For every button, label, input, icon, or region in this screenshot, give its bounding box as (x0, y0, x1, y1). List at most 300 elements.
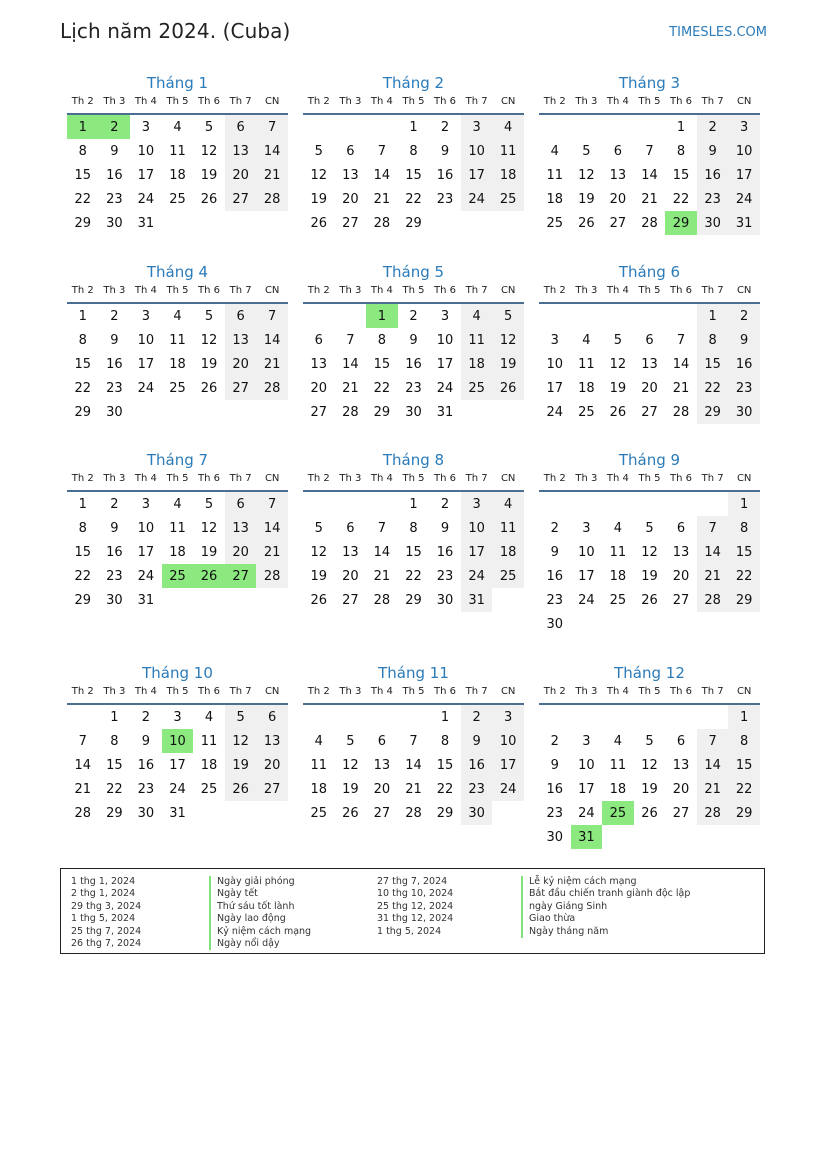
day-cell[interactable]: 10 (578, 544, 595, 560)
day-cell[interactable]: 17 (546, 380, 564, 396)
day-cell[interactable]: 3 (461, 491, 493, 516)
day-cell[interactable]: 27 (641, 404, 658, 420)
day-cell[interactable]: 13 (342, 544, 359, 560)
day-cell[interactable]: 15 (405, 544, 422, 560)
day-cell[interactable]: 16 (461, 753, 493, 777)
day-cell[interactable]: 12 (225, 729, 257, 753)
day-cell[interactable]: 12 (310, 167, 328, 183)
day-cell[interactable]: 20 (672, 781, 690, 797)
holiday-day-cell[interactable]: 25 (162, 564, 194, 588)
day-cell[interactable]: 20 (225, 540, 257, 564)
day-cell[interactable]: 22 (74, 568, 92, 584)
day-cell[interactable]: 22 (728, 564, 760, 588)
day-cell[interactable]: 26 (492, 376, 524, 400)
day-cell[interactable]: 23 (461, 777, 493, 801)
day-cell[interactable]: 7 (676, 332, 686, 348)
day-cell[interactable]: 6 (613, 143, 623, 159)
day-cell[interactable]: 21 (641, 191, 658, 207)
day-cell[interactable]: 18 (546, 191, 564, 207)
day-cell[interactable]: 19 (310, 568, 328, 584)
day-cell[interactable]: 27 (373, 805, 391, 821)
day-cell[interactable]: 2 (550, 520, 559, 536)
day-cell[interactable]: 24 (461, 187, 493, 211)
holiday-day-cell[interactable]: 10 (162, 729, 194, 753)
day-cell[interactable]: 26 (578, 215, 595, 231)
day-cell[interactable]: 9 (141, 733, 151, 749)
day-cell[interactable]: 8 (728, 729, 760, 753)
day-cell[interactable]: 15 (74, 167, 92, 183)
day-cell[interactable]: 18 (169, 544, 186, 560)
day-cell[interactable]: 6 (346, 143, 355, 159)
day-cell[interactable]: 16 (106, 167, 123, 183)
day-cell[interactable]: 30 (106, 215, 123, 231)
day-cell[interactable]: 25 (200, 781, 218, 797)
day-cell[interactable]: 23 (106, 191, 123, 207)
day-cell[interactable]: 22 (106, 781, 123, 797)
day-cell[interactable]: 5 (225, 704, 257, 729)
day-cell[interactable]: 10 (546, 356, 564, 372)
day-cell[interactable]: 27 (342, 215, 359, 231)
holiday-day-cell[interactable]: 1 (67, 114, 99, 139)
day-cell[interactable]: 10 (492, 729, 524, 753)
day-cell[interactable]: 29 (436, 805, 454, 821)
day-cell[interactable]: 3 (141, 119, 151, 135)
day-cell[interactable]: 26 (310, 215, 328, 231)
day-cell[interactable]: 11 (546, 167, 564, 183)
day-cell[interactable]: 18 (169, 356, 186, 372)
day-cell[interactable]: 15 (405, 167, 422, 183)
day-cell[interactable]: 21 (672, 380, 690, 396)
day-cell[interactable]: 24 (137, 380, 155, 396)
day-cell[interactable]: 8 (409, 520, 418, 536)
day-cell[interactable]: 22 (728, 777, 760, 801)
day-cell[interactable]: 25 (169, 380, 186, 396)
day-cell[interactable]: 7 (645, 143, 654, 159)
day-cell[interactable]: 9 (728, 328, 760, 352)
day-cell[interactable]: 7 (697, 516, 729, 540)
day-cell[interactable]: 22 (373, 380, 391, 396)
day-cell[interactable]: 7 (256, 491, 288, 516)
day-cell[interactable]: 19 (578, 191, 595, 207)
day-cell[interactable]: 19 (225, 753, 257, 777)
day-cell[interactable]: 22 (697, 376, 729, 400)
day-cell[interactable]: 12 (492, 328, 524, 352)
day-cell[interactable]: 11 (578, 356, 595, 372)
holiday-day-cell[interactable]: 25 (602, 801, 634, 825)
day-cell[interactable]: 17 (137, 356, 155, 372)
day-cell[interactable]: 6 (676, 520, 686, 536)
day-cell[interactable]: 5 (314, 520, 323, 536)
day-cell[interactable]: 29 (405, 215, 422, 231)
day-cell[interactable]: 17 (137, 544, 155, 560)
day-cell[interactable]: 5 (346, 733, 355, 749)
day-cell[interactable]: 29 (373, 404, 391, 420)
day-cell[interactable]: 18 (578, 380, 595, 396)
day-cell[interactable]: 7 (256, 114, 288, 139)
day-cell[interactable]: 13 (342, 167, 359, 183)
day-cell[interactable]: 13 (256, 729, 288, 753)
day-cell[interactable]: 4 (492, 491, 524, 516)
day-cell[interactable]: 23 (728, 376, 760, 400)
day-cell[interactable]: 1 (728, 491, 760, 516)
day-cell[interactable]: 10 (578, 757, 595, 773)
day-cell[interactable]: 22 (405, 568, 422, 584)
day-cell[interactable]: 13 (672, 757, 690, 773)
day-cell[interactable]: 26 (342, 805, 359, 821)
day-cell[interactable]: 5 (204, 119, 214, 135)
day-cell[interactable]: 30 (697, 211, 729, 235)
day-cell[interactable]: 17 (137, 167, 155, 183)
day-cell[interactable]: 20 (373, 781, 391, 797)
day-cell[interactable]: 29 (74, 215, 92, 231)
day-cell[interactable]: 18 (492, 540, 524, 564)
day-cell[interactable]: 7 (256, 303, 288, 328)
day-cell[interactable]: 14 (256, 328, 288, 352)
day-cell[interactable]: 29 (74, 592, 92, 608)
day-cell[interactable]: 28 (697, 588, 729, 612)
day-cell[interactable]: 13 (672, 544, 690, 560)
day-cell[interactable]: 4 (173, 308, 182, 324)
day-cell[interactable]: 23 (405, 380, 422, 396)
day-cell[interactable]: 5 (204, 308, 214, 324)
day-cell[interactable]: 23 (697, 187, 729, 211)
day-cell[interactable]: 22 (436, 781, 454, 797)
day-cell[interactable]: 31 (137, 215, 155, 231)
day-cell[interactable]: 6 (377, 733, 387, 749)
day-cell[interactable]: 25 (578, 404, 595, 420)
day-cell[interactable]: 30 (137, 805, 155, 821)
day-cell[interactable]: 14 (672, 356, 690, 372)
day-cell[interactable]: 25 (310, 805, 328, 821)
day-cell[interactable]: 4 (173, 496, 182, 512)
day-cell[interactable]: 16 (106, 356, 123, 372)
holiday-day-cell[interactable]: 31 (571, 825, 603, 849)
day-cell[interactable]: 1 (409, 496, 418, 512)
day-cell[interactable]: 13 (225, 516, 257, 540)
day-cell[interactable]: 1 (676, 119, 686, 135)
day-cell[interactable]: 25 (461, 376, 493, 400)
day-cell[interactable]: 20 (342, 568, 359, 584)
day-cell[interactable]: 27 (256, 777, 288, 801)
day-cell[interactable]: 28 (373, 592, 391, 608)
day-cell[interactable]: 18 (169, 167, 186, 183)
day-cell[interactable]: 18 (200, 757, 218, 773)
day-cell[interactable]: 7 (697, 729, 729, 753)
day-cell[interactable]: 10 (137, 332, 155, 348)
day-cell[interactable]: 15 (697, 352, 729, 376)
day-cell[interactable]: 29 (74, 404, 92, 420)
day-cell[interactable]: 30 (405, 404, 422, 420)
day-cell[interactable]: 11 (609, 757, 627, 773)
day-cell[interactable]: 17 (492, 753, 524, 777)
day-cell[interactable]: 6 (225, 303, 257, 328)
day-cell[interactable]: 14 (342, 356, 359, 372)
day-cell[interactable]: 2 (409, 308, 418, 324)
day-cell[interactable]: 7 (346, 332, 355, 348)
day-cell[interactable]: 15 (74, 544, 92, 560)
day-cell[interactable]: 25 (169, 191, 186, 207)
day-cell[interactable]: 9 (110, 332, 119, 348)
day-cell[interactable]: 29 (106, 805, 123, 821)
day-cell[interactable]: 24 (728, 187, 760, 211)
day-cell[interactable]: 17 (461, 540, 493, 564)
day-cell[interactable]: 18 (609, 568, 627, 584)
day-cell[interactable]: 14 (74, 757, 92, 773)
day-cell[interactable]: 17 (461, 163, 493, 187)
day-cell[interactable]: 9 (461, 729, 493, 753)
day-cell[interactable]: 27 (342, 592, 359, 608)
day-cell[interactable]: 8 (78, 520, 87, 536)
holiday-day-cell[interactable]: 2 (99, 114, 131, 139)
day-cell[interactable]: 4 (613, 733, 623, 749)
day-cell[interactable]: 10 (137, 143, 155, 159)
day-cell[interactable]: 2 (141, 709, 151, 725)
day-cell[interactable]: 26 (200, 191, 218, 207)
day-cell[interactable]: 8 (78, 143, 87, 159)
day-cell[interactable]: 1 (409, 119, 418, 135)
day-cell[interactable]: 23 (106, 380, 123, 396)
day-cell[interactable]: 22 (405, 191, 422, 207)
day-cell[interactable]: 24 (578, 592, 595, 608)
day-cell[interactable]: 26 (225, 777, 257, 801)
day-cell[interactable]: 1 (728, 704, 760, 729)
day-cell[interactable]: 3 (141, 496, 151, 512)
day-cell[interactable]: 30 (728, 400, 760, 424)
day-cell[interactable]: 21 (697, 564, 729, 588)
day-cell[interactable]: 6 (225, 114, 257, 139)
day-cell[interactable]: 18 (609, 781, 627, 797)
day-cell[interactable]: 20 (225, 163, 257, 187)
day-cell[interactable]: 24 (169, 781, 186, 797)
day-cell[interactable]: 8 (440, 733, 450, 749)
day-cell[interactable]: 4 (550, 143, 559, 159)
day-cell[interactable]: 21 (256, 540, 288, 564)
day-cell[interactable]: 27 (609, 215, 627, 231)
day-cell[interactable]: 30 (461, 801, 493, 825)
day-cell[interactable]: 23 (106, 568, 123, 584)
day-cell[interactable]: 11 (310, 757, 328, 773)
day-cell[interactable]: 17 (169, 757, 186, 773)
day-cell[interactable]: 20 (225, 352, 257, 376)
day-cell[interactable]: 26 (641, 592, 658, 608)
day-cell[interactable]: 5 (492, 303, 524, 328)
day-cell[interactable]: 14 (697, 540, 729, 564)
day-cell[interactable]: 28 (697, 801, 729, 825)
day-cell[interactable]: 21 (697, 777, 729, 801)
day-cell[interactable]: 19 (342, 781, 359, 797)
day-cell[interactable]: 3 (582, 520, 591, 536)
day-cell[interactable]: 11 (492, 139, 524, 163)
day-cell[interactable]: 10 (461, 516, 493, 540)
day-cell[interactable]: 10 (137, 520, 155, 536)
day-cell[interactable]: 12 (641, 757, 658, 773)
day-cell[interactable]: 12 (200, 520, 218, 536)
day-cell[interactable]: 3 (173, 709, 182, 725)
day-cell[interactable]: 24 (492, 777, 524, 801)
day-cell[interactable]: 29 (697, 400, 729, 424)
day-cell[interactable]: 15 (106, 757, 123, 773)
day-cell[interactable]: 16 (546, 568, 564, 584)
day-cell[interactable]: 30 (106, 404, 123, 420)
day-cell[interactable]: 16 (697, 163, 729, 187)
day-cell[interactable]: 26 (310, 592, 328, 608)
day-cell[interactable]: 15 (74, 356, 92, 372)
day-cell[interactable]: 1 (440, 709, 450, 725)
day-cell[interactable]: 23 (546, 592, 564, 608)
day-cell[interactable]: 12 (578, 167, 595, 183)
day-cell[interactable]: 15 (373, 356, 391, 372)
day-cell[interactable]: 7 (409, 733, 418, 749)
day-cell[interactable]: 25 (609, 592, 627, 608)
day-cell[interactable]: 3 (440, 308, 450, 324)
day-cell[interactable]: 4 (492, 114, 524, 139)
day-cell[interactable]: 31 (137, 592, 155, 608)
day-cell[interactable]: 27 (672, 592, 690, 608)
day-cell[interactable]: 11 (492, 516, 524, 540)
day-cell[interactable]: 24 (436, 380, 454, 396)
holiday-day-cell[interactable]: 1 (366, 303, 398, 328)
day-cell[interactable]: 3 (492, 704, 524, 729)
day-cell[interactable]: 2 (110, 496, 119, 512)
day-cell[interactable]: 8 (377, 332, 387, 348)
day-cell[interactable]: 24 (137, 568, 155, 584)
day-cell[interactable]: 5 (613, 332, 623, 348)
site-link[interactable]: TIMESLES.COM (669, 25, 767, 40)
day-cell[interactable]: 21 (405, 781, 422, 797)
day-cell[interactable]: 12 (310, 544, 328, 560)
day-cell[interactable]: 16 (436, 167, 454, 183)
day-cell[interactable]: 24 (578, 805, 595, 821)
day-cell[interactable]: 14 (373, 544, 391, 560)
day-cell[interactable]: 10 (461, 139, 493, 163)
day-cell[interactable]: 8 (697, 328, 729, 352)
day-cell[interactable]: 9 (697, 139, 729, 163)
day-cell[interactable]: 3 (582, 733, 591, 749)
day-cell[interactable]: 10 (436, 332, 454, 348)
holiday-day-cell[interactable]: 26 (193, 564, 225, 588)
day-cell[interactable]: 19 (641, 568, 658, 584)
day-cell[interactable]: 23 (137, 781, 155, 797)
day-cell[interactable]: 15 (436, 757, 454, 773)
day-cell[interactable]: 26 (609, 404, 627, 420)
day-cell[interactable]: 4 (582, 332, 591, 348)
day-cell[interactable]: 27 (672, 805, 690, 821)
day-cell[interactable]: 19 (641, 781, 658, 797)
day-cell[interactable]: 1 (78, 496, 87, 512)
day-cell[interactable]: 29 (728, 588, 760, 612)
day-cell[interactable]: 19 (310, 191, 328, 207)
day-cell[interactable]: 31 (728, 211, 760, 235)
day-cell[interactable]: 23 (436, 191, 454, 207)
day-cell[interactable]: 31 (169, 805, 186, 821)
day-cell[interactable]: 13 (310, 356, 328, 372)
day-cell[interactable]: 7 (377, 143, 387, 159)
day-cell[interactable]: 12 (200, 143, 218, 159)
day-cell[interactable]: 21 (256, 163, 288, 187)
day-cell[interactable]: 8 (676, 143, 686, 159)
holiday-day-cell[interactable]: 27 (225, 564, 257, 588)
day-cell[interactable]: 8 (110, 733, 119, 749)
day-cell[interactable]: 6 (314, 332, 323, 348)
day-cell[interactable]: 20 (310, 380, 328, 396)
day-cell[interactable]: 21 (342, 380, 359, 396)
day-cell[interactable]: 20 (256, 753, 288, 777)
day-cell[interactable]: 9 (409, 332, 418, 348)
day-cell[interactable]: 5 (204, 496, 214, 512)
day-cell[interactable]: 20 (672, 568, 690, 584)
day-cell[interactable]: 18 (310, 781, 328, 797)
day-cell[interactable]: 9 (110, 520, 119, 536)
day-cell[interactable]: 19 (609, 380, 627, 396)
day-cell[interactable]: 4 (173, 119, 182, 135)
day-cell[interactable]: 16 (106, 544, 123, 560)
day-cell[interactable]: 14 (373, 167, 391, 183)
day-cell[interactable]: 13 (225, 328, 257, 352)
day-cell[interactable]: 1 (697, 303, 729, 328)
day-cell[interactable]: 19 (200, 167, 218, 183)
day-cell[interactable]: 30 (546, 829, 564, 845)
day-cell[interactable]: 19 (200, 356, 218, 372)
day-cell[interactable]: 29 (405, 592, 422, 608)
day-cell[interactable]: 17 (436, 356, 454, 372)
day-cell[interactable]: 9 (550, 757, 559, 773)
day-cell[interactable]: 28 (342, 404, 359, 420)
day-cell[interactable]: 11 (609, 544, 627, 560)
day-cell[interactable]: 8 (409, 143, 418, 159)
day-cell[interactable]: 4 (204, 709, 214, 725)
day-cell[interactable]: 14 (697, 753, 729, 777)
day-cell[interactable]: 5 (645, 733, 654, 749)
day-cell[interactable]: 28 (373, 215, 391, 231)
day-cell[interactable]: 11 (200, 733, 218, 749)
day-cell[interactable]: 2 (697, 114, 729, 139)
day-cell[interactable]: 11 (169, 520, 186, 536)
day-cell[interactable]: 11 (169, 143, 186, 159)
day-cell[interactable]: 12 (342, 757, 359, 773)
day-cell[interactable]: 27 (310, 404, 328, 420)
day-cell[interactable]: 21 (74, 781, 92, 797)
day-cell[interactable]: 28 (405, 805, 422, 821)
day-cell[interactable]: 27 (225, 187, 257, 211)
day-cell[interactable]: 20 (641, 380, 658, 396)
day-cell[interactable]: 13 (225, 139, 257, 163)
day-cell[interactable]: 10 (728, 139, 760, 163)
day-cell[interactable]: 2 (110, 308, 119, 324)
day-cell[interactable]: 21 (256, 352, 288, 376)
day-cell[interactable]: 15 (728, 753, 760, 777)
day-cell[interactable]: 25 (546, 215, 564, 231)
day-cell[interactable]: 4 (461, 303, 493, 328)
day-cell[interactable]: 6 (225, 491, 257, 516)
day-cell[interactable]: 1 (110, 709, 119, 725)
day-cell[interactable]: 28 (672, 404, 690, 420)
day-cell[interactable]: 23 (546, 805, 564, 821)
day-cell[interactable]: 24 (461, 564, 493, 588)
day-cell[interactable]: 12 (200, 332, 218, 348)
day-cell[interactable]: 3 (141, 308, 151, 324)
day-cell[interactable]: 16 (137, 757, 155, 773)
day-cell[interactable]: 24 (546, 404, 564, 420)
day-cell[interactable]: 18 (492, 163, 524, 187)
day-cell[interactable]: 18 (461, 352, 493, 376)
day-cell[interactable]: 17 (728, 163, 760, 187)
day-cell[interactable]: 9 (110, 143, 119, 159)
day-cell[interactable]: 28 (74, 805, 92, 821)
day-cell[interactable]: 26 (200, 380, 218, 396)
day-cell[interactable]: 3 (461, 114, 493, 139)
day-cell[interactable]: 9 (550, 544, 559, 560)
day-cell[interactable]: 27 (225, 376, 257, 400)
